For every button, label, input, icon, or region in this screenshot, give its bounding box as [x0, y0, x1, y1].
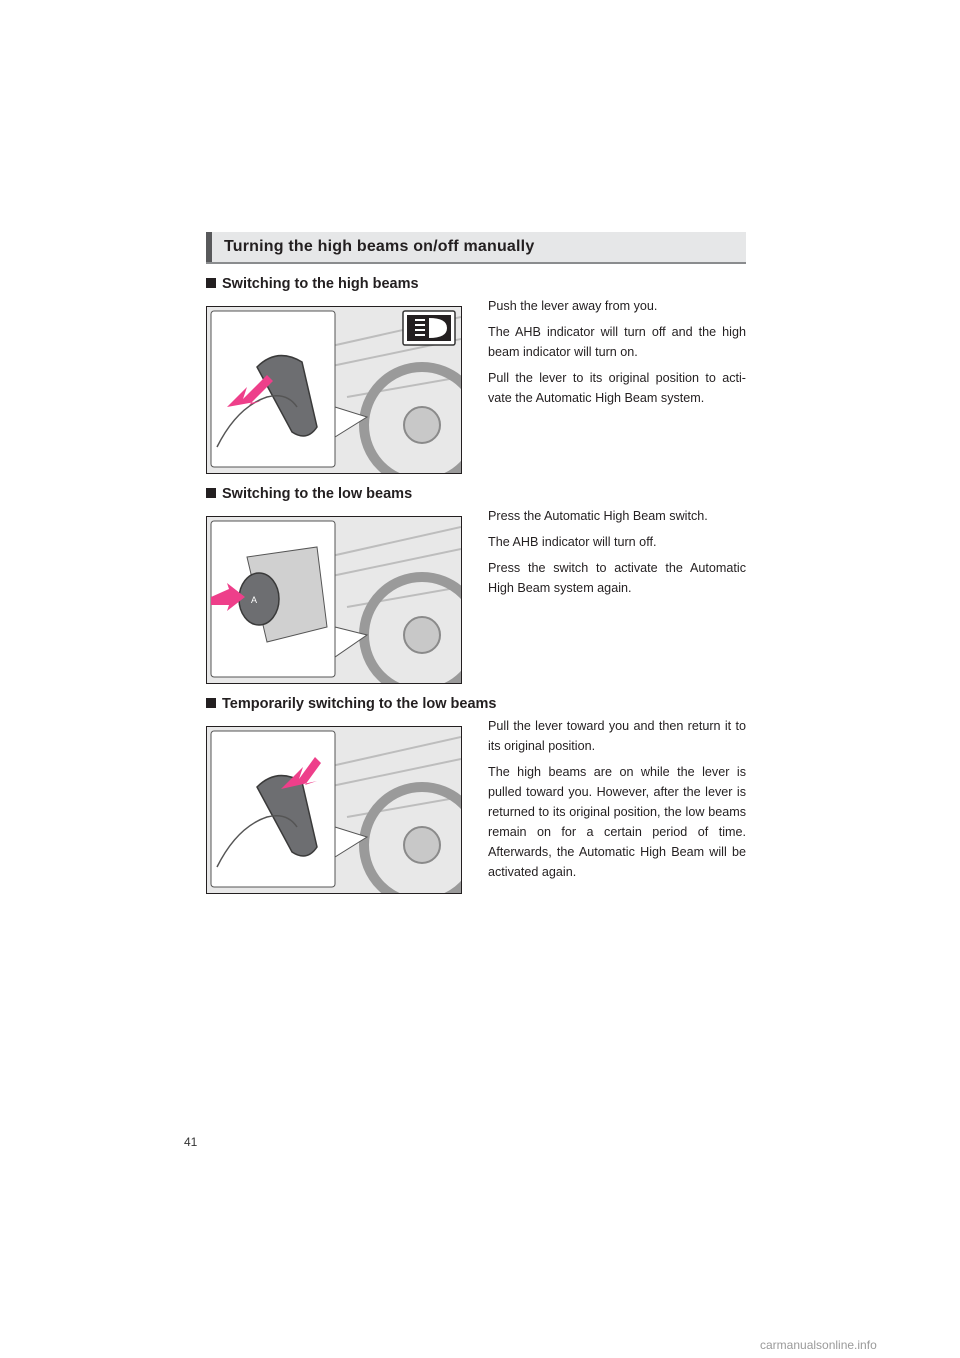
square-bullet-icon [206, 278, 216, 288]
page-number: 41 [184, 1135, 198, 1149]
header-accent-bar [206, 232, 212, 262]
paragraph: The AHB indicator will turn off. [488, 535, 657, 549]
section-header [206, 232, 746, 264]
square-bullet-icon [206, 698, 216, 708]
description-low-beams [488, 506, 746, 604]
subheading-high-beams: Switching to the high beams [206, 276, 419, 292]
paragraph: The high beams are on while the lever is pulled toward you. However, after the lever is returned to its original position, the low beams remain on for a certain period of time. Afterwards, the Automatic High Beam will be activated again. [488, 765, 746, 879]
svg-text:A: A [251, 595, 258, 605]
paragraph: The AHB indicator will turn off and the high beam indicator will turn on. [488, 325, 746, 359]
subheading-low-beams: Switching to the low beams [206, 486, 412, 502]
description-high-beams [488, 296, 746, 414]
section-title: Turning the high beams on/off manually [224, 238, 535, 255]
paragraph: Push the lever away from you. [488, 299, 658, 313]
paragraph: Press the Automatic High Beam switch. [488, 509, 708, 523]
description-temporary-low-beams [488, 716, 746, 888]
figure-low-beams [206, 516, 462, 684]
watermark: carmanualsonline.info [760, 1338, 877, 1352]
paragraph: Pull the lever to its original position to acti-vate the Automatic High Beam system. [488, 371, 746, 405]
paragraph: Pull the lever toward you and then return it to its original position. [488, 719, 746, 753]
figure-high-beams [206, 306, 462, 474]
figure-temporary-low-beams [206, 726, 462, 894]
subheading-temporary-low-beams: Temporarily switching to the low beams [206, 696, 496, 712]
paragraph: Press the switch to activate the Automatic High Beam system again. [488, 561, 746, 595]
square-bullet-icon [206, 488, 216, 498]
